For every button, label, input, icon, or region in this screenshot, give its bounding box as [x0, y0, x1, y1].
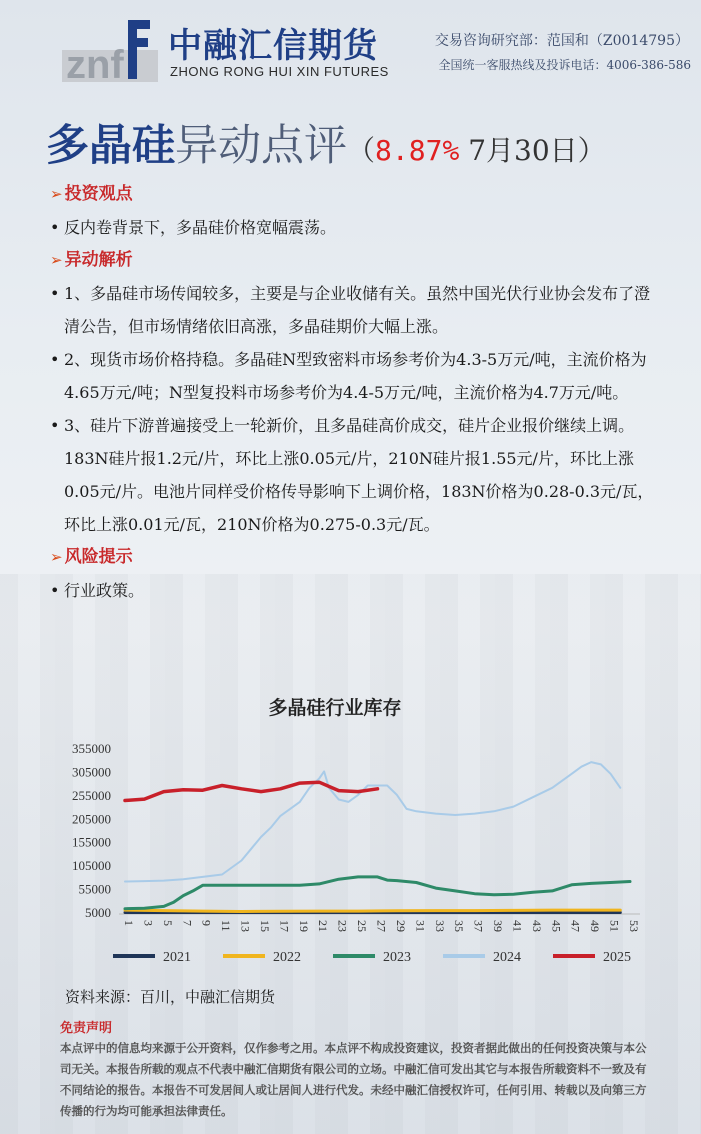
y-tick-label: 205000: [72, 811, 111, 827]
x-tick-label: 37: [471, 920, 486, 932]
bullet-icon: •: [50, 284, 60, 303]
section-view: [50, 178, 660, 211]
title-topic: 异动点评: [175, 121, 347, 171]
analysis-item-text: 3、硅片下游普遍接受上一轮新价，且多晶硅高价成交，硅片企业报价继续上调。183N硅片报1.2元/片，环比上涨0.05元/片，210N硅片报1.55元/片，环比上涨0.05元/片。电池片同样受价格传导影响下上调价格，183N价格为0.28-0.3元/瓦，环比上涨0.01元/瓦，210N价格为0.275-0.3元/瓦。: [64, 416, 654, 534]
title-paren-close: ）: [577, 134, 606, 167]
list-item: [50, 343, 660, 409]
bullet-icon: •: [50, 350, 60, 369]
arrow-icon: ➢: [50, 251, 63, 269]
y-tick-label: 55000: [78, 881, 111, 897]
risk-item-text: 行业政策。: [64, 581, 145, 600]
series-line-2024: [125, 762, 620, 881]
x-tick-label: 23: [335, 920, 350, 932]
y-tick-label: 5000: [85, 905, 111, 920]
company-logo: [62, 16, 158, 87]
section-analysis-title: 异动解析: [64, 250, 133, 270]
y-tick-label: 105000: [72, 858, 111, 874]
x-tick-label: 39: [491, 920, 506, 932]
company-name-cn: 中融汇信期货: [168, 26, 378, 66]
y-tick-label: 305000: [72, 764, 111, 780]
disclaimer-title: 免责声明: [60, 1021, 113, 1036]
series-line-2022: [125, 910, 620, 911]
y-tick-label: 355000: [72, 741, 111, 756]
y-tick-label: 255000: [72, 787, 111, 803]
x-tick-label: 7: [180, 920, 195, 926]
section-analysis: [50, 244, 660, 277]
series-line-2023: [125, 877, 630, 909]
legend-label-2022: 2022: [273, 950, 301, 965]
page-title: [46, 112, 606, 173]
legend-label-2023: 2023: [383, 950, 411, 965]
content: [50, 178, 660, 607]
view-item-text: 反内卷背景下，多晶硅价格宽幅震荡。: [64, 218, 337, 237]
analysis-item-text: 2、现货市场价格持稳。多晶硅N型致密料市场参考价为4.3-5万元/吨，主流价格为4.65万元/吨；N型复投料市场参考价为4.4-5万元/吨，主流价格为4.7万元/吨。: [64, 350, 647, 402]
x-tick-label: 19: [296, 920, 311, 932]
x-tick-label: 15: [257, 920, 272, 932]
arrow-icon: ➢: [50, 548, 63, 566]
x-tick-label: 47: [568, 920, 583, 932]
analysis-item-text: 1、多晶硅市场传闻较多，主要是与企业收储有关。虽然中国光伏行业协会发布了澄清公告，但市场情绪依旧高涨，多晶硅期价大幅上涨。: [64, 284, 651, 336]
legend-label-2025: 2025: [603, 950, 631, 965]
chart-title: 多晶硅行业库存: [268, 697, 402, 719]
x-tick-label: 53: [627, 920, 641, 932]
list-item: [50, 277, 660, 343]
list-item: [50, 574, 660, 607]
title-product: 多晶硅: [46, 121, 175, 171]
bullet-icon: •: [50, 581, 60, 600]
x-tick-label: 9: [199, 920, 214, 926]
x-tick-label: 45: [549, 920, 564, 932]
legend-label-2021: 2021: [163, 950, 191, 965]
x-tick-label: 43: [529, 920, 544, 932]
hotline: 全国统一客服热线及投诉电话：4006-386-586: [438, 58, 691, 72]
company-name-en: ZHONG RONG HUI XIN FUTURES: [170, 64, 389, 79]
list-item: [50, 211, 660, 244]
title-date: 7月30日: [459, 134, 578, 167]
x-tick-label: 25: [355, 920, 370, 932]
y-tick-label: 155000: [72, 834, 111, 850]
x-tick-label: 13: [238, 920, 253, 932]
header: [0, 0, 701, 98]
x-tick-label: 41: [510, 920, 525, 932]
logo-letters: znf: [66, 43, 124, 87]
disclaimer-text: 本点评中的信息均来源于公开资料，仅作参考之用。本点评不构成投资建议，投资者据此做出的任何投资决策与本公司无关。本报告所载的观点不代表中融汇信期货有限公司的立场。中融汇信可发出其它与本报告所载资料不一致及有不同结论的报告。本报告不可发居间人或让居间人进行代发。未经中融汇信授权许可，任何引用、转载以及向第三方传播的行为均可能承担法律责任。: [60, 1041, 647, 1118]
section-view-title: 投资观点: [64, 184, 133, 204]
list-item: [50, 409, 660, 541]
bullet-icon: •: [50, 218, 60, 237]
arrow-icon: ➢: [50, 185, 63, 203]
x-tick-label: 17: [277, 920, 292, 932]
x-tick-label: 49: [588, 920, 603, 932]
section-risk: [50, 541, 660, 574]
x-tick-label: 11: [219, 920, 234, 932]
x-tick-label: 3: [141, 920, 156, 926]
x-tick-label: 5: [160, 920, 175, 926]
inventory-chart: [72, 688, 665, 980]
bullet-icon: •: [50, 416, 60, 435]
section-risk-title: 风险提示: [64, 547, 133, 567]
x-tick-label: 35: [452, 920, 467, 932]
x-tick-label: 27: [374, 920, 389, 932]
research-contact: 交易咨询研究部：范国和（Z0014795）: [434, 33, 689, 49]
x-tick-label: 51: [607, 920, 622, 932]
title-percent: 8.87%: [375, 134, 460, 167]
title-paren-open: （: [347, 134, 376, 167]
legend-label-2024: 2024: [493, 950, 521, 965]
x-tick-label: 31: [413, 920, 428, 932]
x-tick-label: 33: [432, 920, 447, 932]
x-tick-label: 29: [393, 920, 408, 932]
x-tick-label: 21: [316, 920, 331, 932]
x-tick-label: 1: [122, 920, 136, 926]
series-line-2025: [125, 782, 378, 800]
source-note: 资料来源：百川，中融汇信期货: [65, 988, 276, 1006]
